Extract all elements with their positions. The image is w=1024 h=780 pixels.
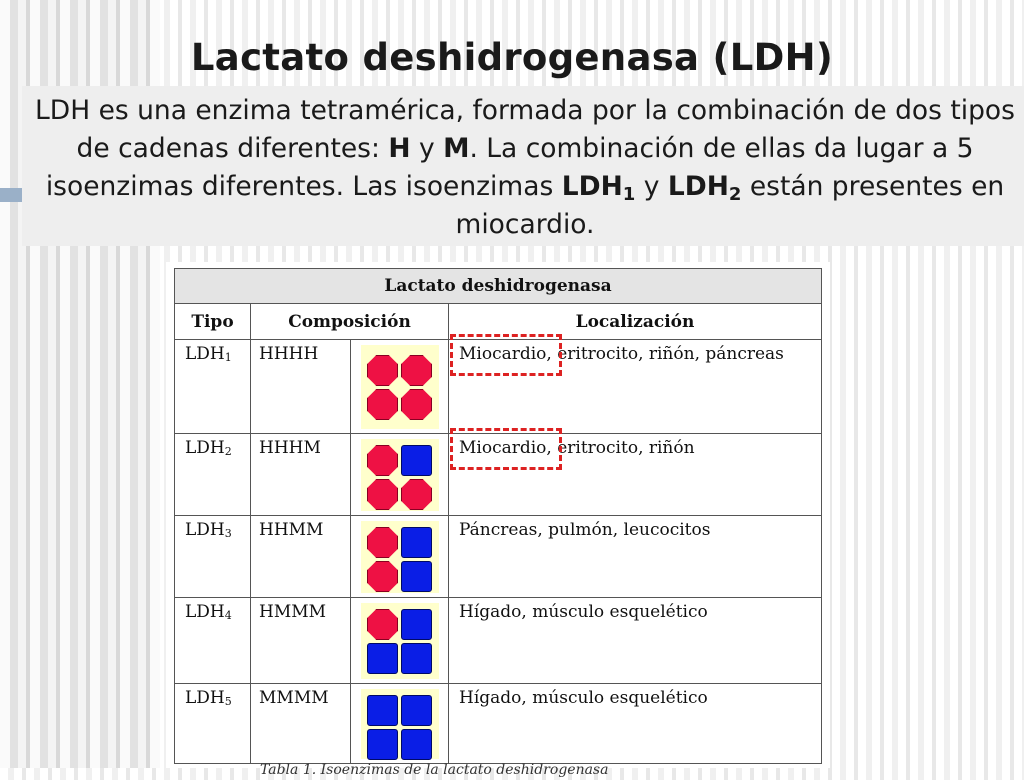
- m-subunit-icon: [401, 527, 432, 558]
- chain-h: H: [388, 133, 411, 164]
- tetramer-icon: [361, 689, 439, 759]
- table-footnote: Tabla 1. Isoenzimas de la lactato deshidrogenasa: [260, 762, 609, 778]
- cell-tipo: $LDH_1$: [175, 340, 251, 434]
- cell-composicion: MMMM: [251, 684, 351, 764]
- m-subunit-icon: [401, 695, 432, 726]
- ldh2-label: $LDH_2$: [667, 171, 742, 205]
- h-subunit-icon: [367, 445, 398, 476]
- tetramer-icon: [361, 345, 439, 429]
- body-y-2: y: [635, 171, 668, 202]
- cell-subunit-diagram: [351, 434, 449, 516]
- cell-localizacion: Miocardio, eritrocito, riñón, páncreas: [449, 340, 822, 434]
- body-part-2: . La combinación de ellas da lugar a 5 isoenzimas diferentes. Las isoenzimas: [45, 133, 974, 202]
- m-subunit-icon: [367, 643, 398, 674]
- cell-composicion: HHMM: [251, 516, 351, 598]
- h-subunit-icon: [367, 479, 398, 510]
- tetramer-icon: [361, 439, 439, 511]
- m-subunit-icon: [401, 445, 432, 476]
- body-y-1: y: [410, 133, 444, 164]
- h-subunit-icon: [367, 609, 398, 640]
- header-composicion: Composición: [251, 304, 449, 340]
- body-part-1: LDH es una enzima tetramérica, formada por la combinación de dos tipos de cadenas diferentes:: [35, 95, 1015, 164]
- table-row: [175, 516, 822, 598]
- m-subunit-icon: [367, 695, 398, 726]
- cell-tipo: $LDH_2$: [175, 434, 251, 516]
- cell-localizacion: Miocardio, eritrocito, riñón: [449, 434, 822, 516]
- cell-subunit-diagram: [351, 598, 449, 684]
- h-subunit-icon: [367, 527, 398, 558]
- cell-composicion: HHHH: [251, 340, 351, 434]
- tetramer-icon: [361, 603, 439, 679]
- slide-title: Lactato deshidrogenasa (LDH): [190, 36, 834, 79]
- cell-localizacion: Hígado, músculo esquelético: [449, 598, 822, 684]
- cell-composicion: HMMM: [251, 598, 351, 684]
- tetramer-icon: [361, 521, 439, 593]
- header-localizacion: Localización: [449, 304, 822, 340]
- m-subunit-icon: [401, 643, 432, 674]
- table-caption: Lactato deshidrogenasa: [175, 269, 822, 304]
- table-row: [175, 598, 822, 684]
- cell-tipo: $LDH_3$: [175, 516, 251, 598]
- m-subunit-icon: [401, 609, 432, 640]
- m-subunit-icon: [367, 729, 398, 760]
- h-subunit-icon: [401, 479, 432, 510]
- cell-tipo: $LDH_4$: [175, 598, 251, 684]
- header-tipo: Tipo: [175, 304, 251, 340]
- highlight-box: [450, 334, 562, 376]
- m-subunit-icon: [401, 729, 432, 760]
- body-text: [30, 92, 1020, 244]
- h-subunit-icon: [367, 355, 398, 386]
- m-subunit-icon: [401, 561, 432, 592]
- chain-m: M: [443, 133, 470, 164]
- highlight-box: [450, 428, 562, 470]
- cell-tipo: $LDH_5$: [175, 684, 251, 764]
- table-row: [175, 684, 822, 764]
- ldh1-label: $LDH_1$: [561, 171, 636, 205]
- h-subunit-icon: [367, 561, 398, 592]
- h-subunit-icon: [367, 389, 398, 420]
- cell-subunit-diagram: [351, 340, 449, 434]
- cell-localizacion: Páncreas, pulmón, leucocitos: [449, 516, 822, 598]
- body-part-3: están presentes en miocardio.: [455, 171, 1005, 240]
- cell-subunit-diagram: [351, 684, 449, 764]
- cell-localizacion: Hígado, músculo esquelético: [449, 684, 822, 764]
- cell-composicion: HHHM: [251, 434, 351, 516]
- h-subunit-icon: [401, 355, 432, 386]
- h-subunit-icon: [401, 389, 432, 420]
- cell-subunit-diagram: [351, 516, 449, 598]
